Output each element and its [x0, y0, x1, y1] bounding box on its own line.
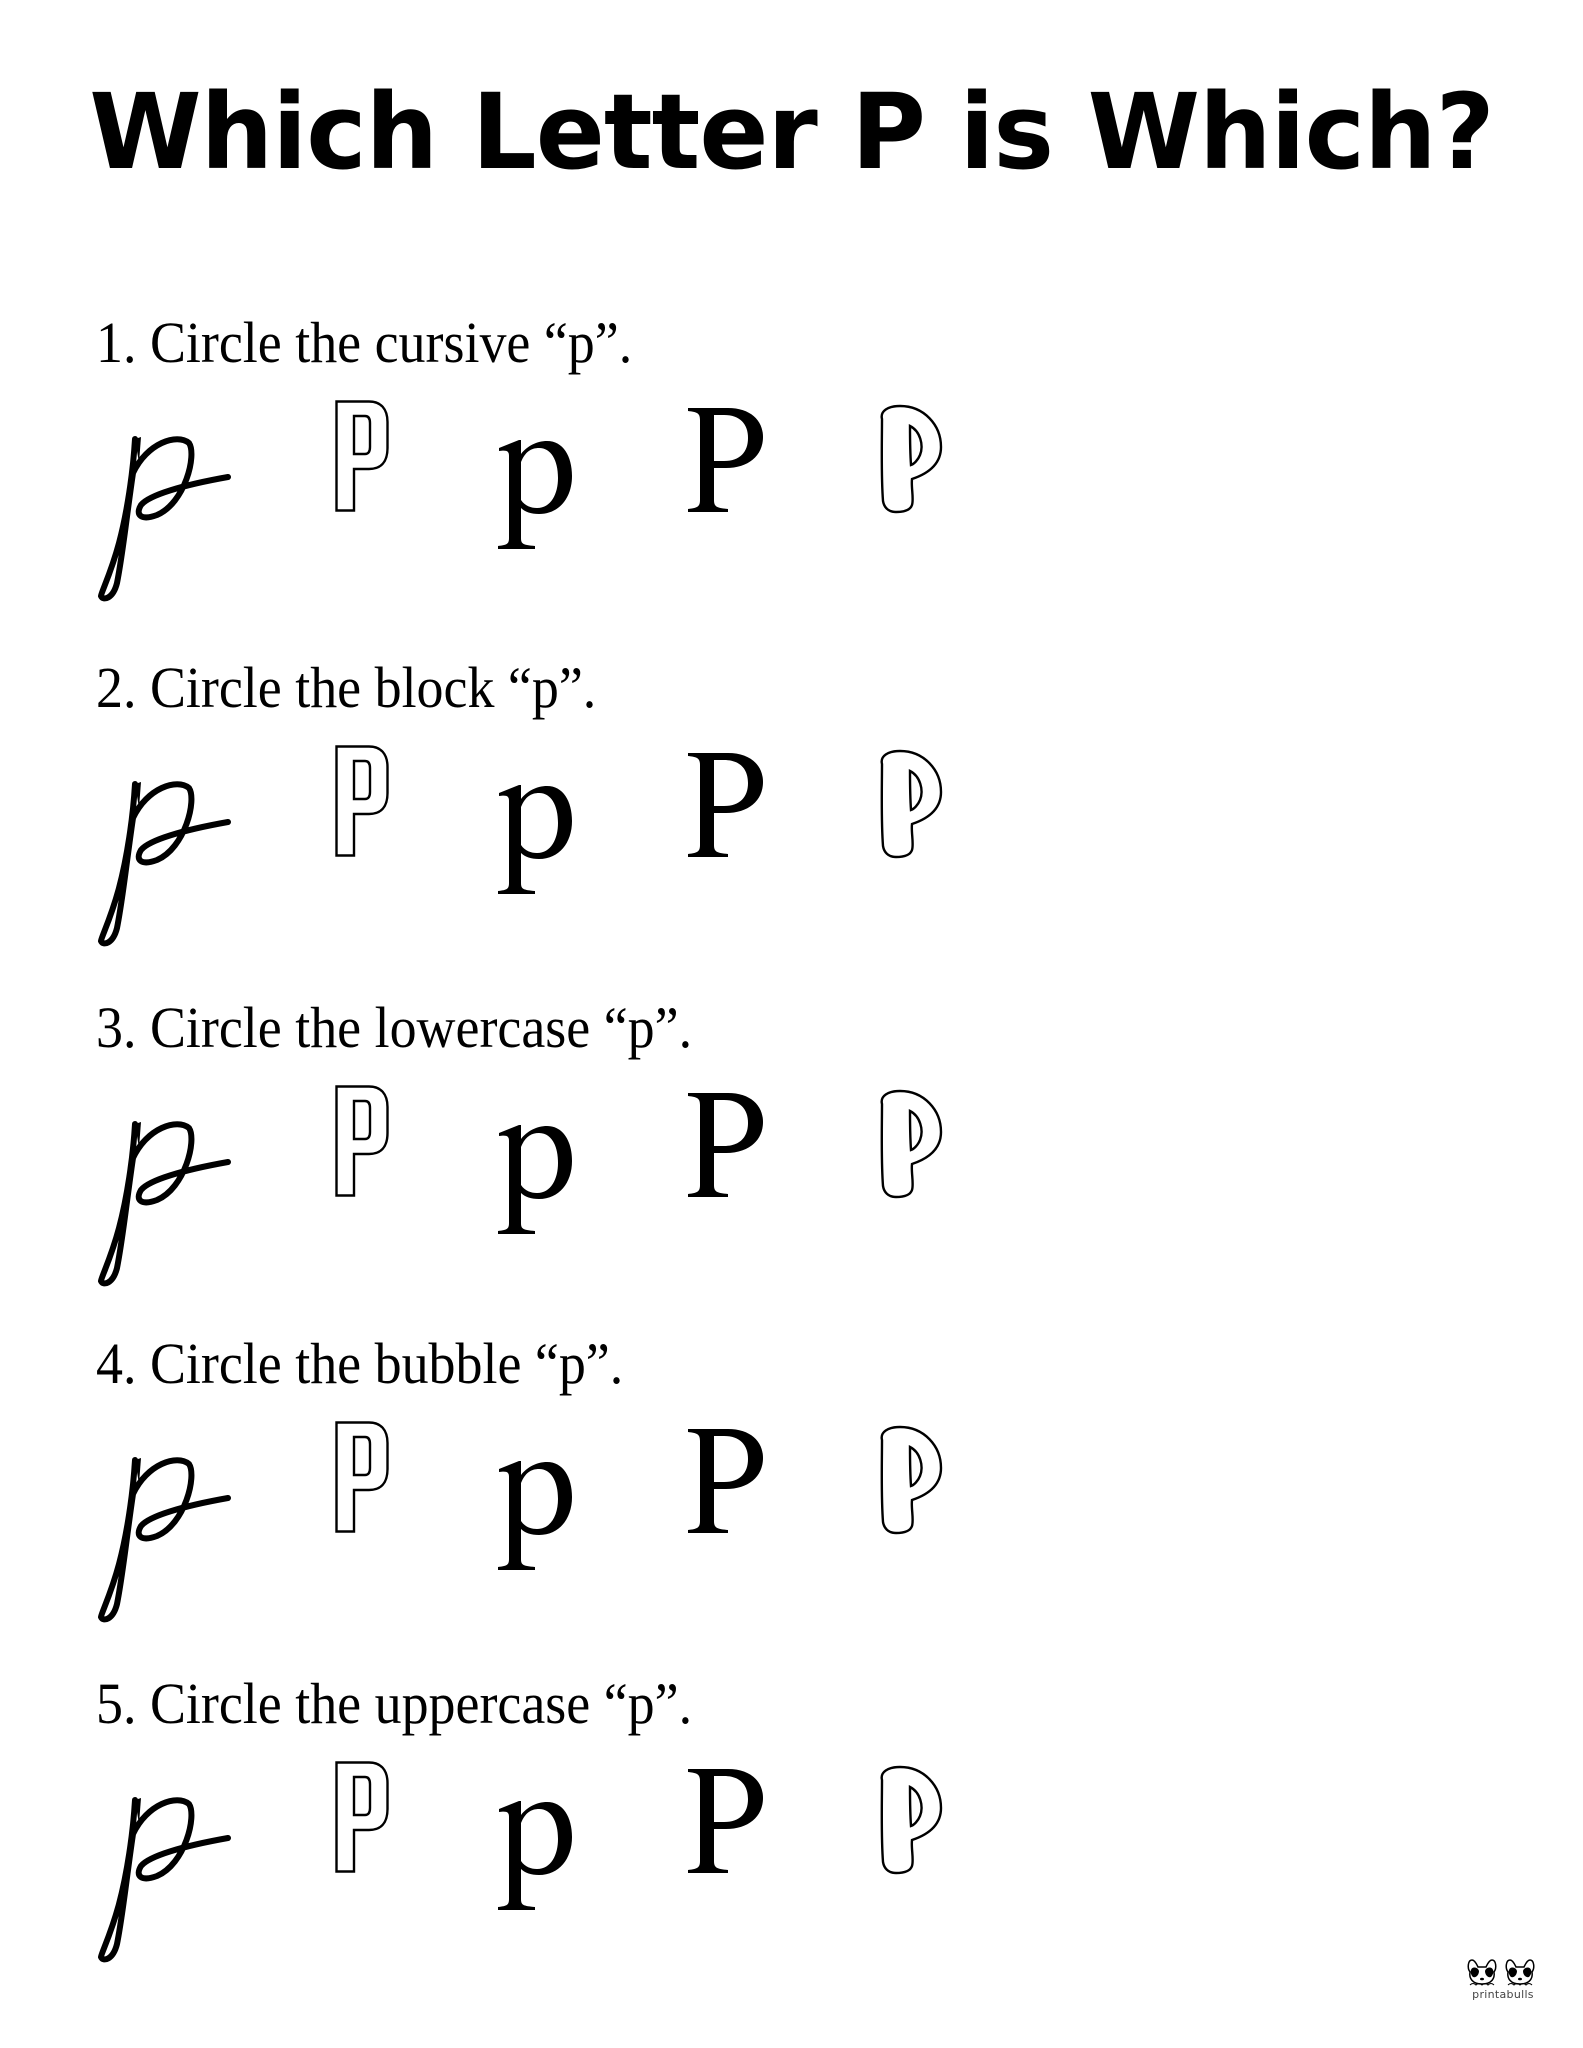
- serif-uppercase-p-icon[interactable]: [688, 1429, 764, 1533]
- question-text: 4. Circle the bubble “p”.: [96, 1331, 624, 1396]
- question-row-4: [0, 1331, 1583, 1673]
- cursive-p-icon[interactable]: [97, 1794, 229, 1962]
- cursive-p-icon[interactable]: [97, 1454, 229, 1622]
- bubble-p-icon[interactable]: [878, 1090, 944, 1198]
- serif-uppercase-p-icon[interactable]: [688, 753, 764, 857]
- cursive-p-icon[interactable]: [97, 1118, 229, 1286]
- block-outline-p-icon[interactable]: [335, 1085, 389, 1197]
- block-outline-p-icon[interactable]: [335, 400, 389, 512]
- cursive-p-icon[interactable]: [97, 433, 229, 601]
- block-outline-p-icon[interactable]: [335, 1421, 389, 1533]
- serif-lowercase-p-icon[interactable]: [497, 1125, 573, 1235]
- bubble-p-icon[interactable]: [878, 405, 944, 513]
- bubble-p-icon[interactable]: [878, 1766, 944, 1874]
- logo-text: printabulls: [1472, 1988, 1534, 2001]
- question-row-1: [0, 310, 1583, 652]
- bubble-p-icon[interactable]: [878, 750, 944, 858]
- serif-lowercase-p-icon[interactable]: [497, 1461, 573, 1571]
- question-row-3: [0, 995, 1583, 1337]
- page-title: Which Letter P is Which?: [89, 71, 1494, 193]
- serif-uppercase-p-icon[interactable]: [688, 1093, 764, 1197]
- block-outline-p-icon[interactable]: [335, 745, 389, 857]
- serif-uppercase-p-icon[interactable]: [688, 1769, 764, 1873]
- printabulls-logo: [1462, 1958, 1544, 2004]
- cursive-p-icon[interactable]: [97, 778, 229, 946]
- two-bulldogs-icon: [1462, 1958, 1544, 1988]
- serif-uppercase-p-icon[interactable]: [688, 408, 764, 512]
- question-row-5: [0, 1671, 1583, 2013]
- serif-lowercase-p-icon[interactable]: [497, 1801, 573, 1911]
- serif-lowercase-p-icon[interactable]: [497, 785, 573, 895]
- question-text: 5. Circle the uppercase “p”.: [96, 1671, 693, 1736]
- question-text: 3. Circle the lowercase “p”.: [96, 995, 693, 1060]
- bubble-p-icon[interactable]: [878, 1426, 944, 1534]
- question-text: 2. Circle the block “p”.: [96, 655, 597, 720]
- block-outline-p-icon[interactable]: [335, 1761, 389, 1873]
- serif-lowercase-p-icon[interactable]: [497, 440, 573, 550]
- question-text: 1. Circle the cursive “p”.: [96, 310, 633, 375]
- question-row-2: [0, 655, 1583, 997]
